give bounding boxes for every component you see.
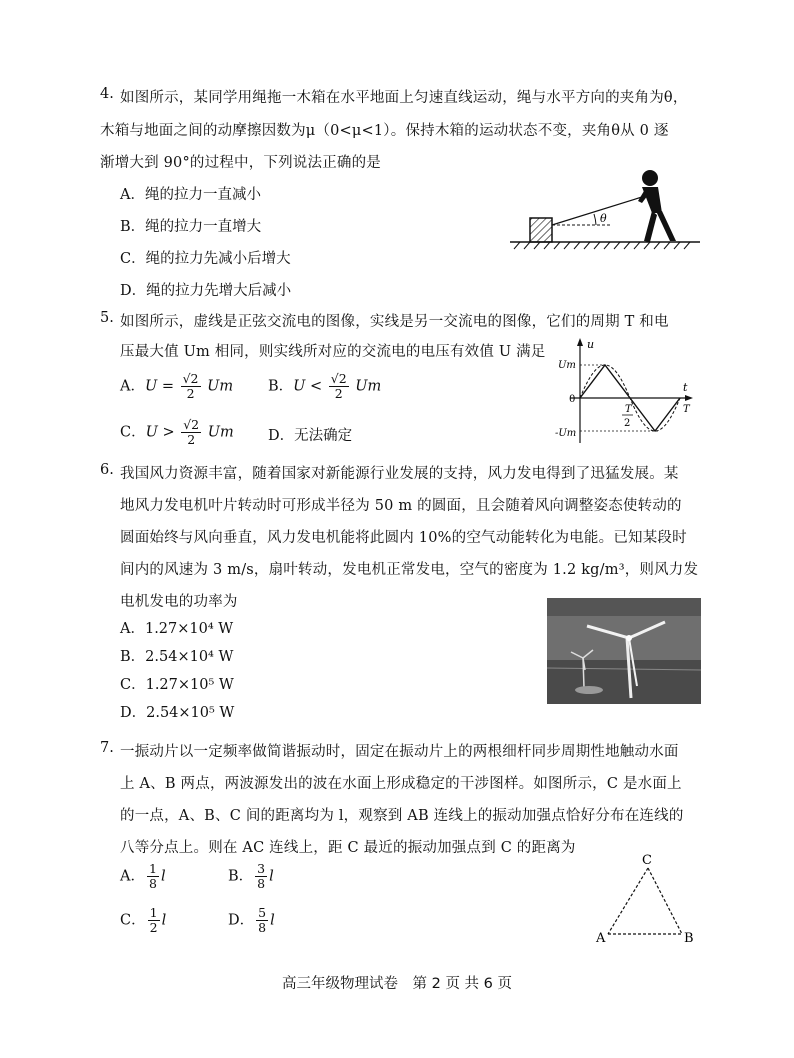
q6-text-line3: 圆面始终与风向垂直，风力发电机能将此圆内 10%的空气动能转化为电能。已知某段时 bbox=[120, 530, 687, 546]
q7-text-line2: 上 A、B 两点，两波源发出的波在水面上形成稳定的干涉图样。如图所示，C 是水面上 bbox=[120, 776, 682, 792]
q4-option-a: A．绳的拉力一直减小 bbox=[120, 187, 261, 203]
q7-option-b: B． $\frac{3}{8}$ l bbox=[228, 861, 274, 891]
wind-turbine-icon bbox=[547, 598, 701, 704]
q7-option-c: C． $\frac{1}{2}$ l bbox=[120, 905, 167, 935]
q5-text-line1: 如图所示，虚线是正弦交流电的图像，实线是另一交流电的图像，它们的周期 T 和电 bbox=[120, 314, 669, 330]
q6-option-d: D．2.54×10⁵ W bbox=[120, 705, 235, 721]
q7-text-line3: 的一点，A、B、C 间的距离均为 l，观察到 AB 连线上的振动加强点恰好分布在连线的 bbox=[120, 808, 684, 824]
q7-number: 7. bbox=[100, 740, 114, 756]
wooden-box bbox=[530, 218, 552, 242]
q4-option-b: B．绳的拉力一直增大 bbox=[120, 219, 262, 235]
q5-number: 5. bbox=[100, 310, 114, 326]
q4-option-d: D．绳的拉力先增大后减小 bbox=[120, 283, 292, 299]
q6-text-line2: 地风力发电机叶片转动时可形成半径为 50 m 的圆面，且会随着风向调整姿态使转动的 bbox=[120, 498, 682, 514]
q6-text-line5: 电机发电的功率为 bbox=[120, 594, 238, 610]
t-axis-label: t bbox=[683, 381, 688, 394]
q7-triangle-figure bbox=[592, 850, 702, 946]
wind-turbine-photo bbox=[547, 598, 701, 704]
point-a-label: A bbox=[596, 931, 606, 946]
q4-text-line2: 木箱与地面之间的动摩擦因数为μ（0<μ<1）。保持木箱的运动状态不变，夹角θ从 0 逐 bbox=[100, 123, 669, 139]
period-label: T bbox=[683, 404, 690, 415]
q7-option-d: D． $\frac{5}{8}$ l bbox=[228, 905, 275, 935]
q6-text-line1: 我国风力资源丰富，随着国家对新能源行业发展的支持，风力发电得到了迅猛发展。某 bbox=[120, 466, 679, 482]
q4-text-line3: 渐增大到 90°的过程中，下列说法正确的是 bbox=[100, 155, 382, 171]
point-b-label: B bbox=[684, 931, 694, 946]
q6-text-line4: 间内的风速为 3 m/s，扇叶转动，发电机正常发电，空气的密度为 1.2 kg/m³，则风力发 bbox=[120, 562, 699, 578]
q5-option-d: D．无法确定 bbox=[268, 428, 353, 444]
t-half-den: 2 bbox=[624, 418, 631, 429]
q5-waveform-graph bbox=[555, 338, 695, 448]
person-icon bbox=[638, 170, 676, 242]
q6-number: 6. bbox=[100, 462, 114, 478]
point-c-label: C bbox=[642, 853, 652, 868]
u-axis-label: u bbox=[587, 338, 595, 351]
q7-text-line4: 八等分点上。则在 AC 连线上，距 C 最近的振动加强点到 C 的距离为 bbox=[120, 840, 576, 856]
q4-text-line1: 如图所示，某同学用绳拖一木箱在水平地面上匀速直线运动，绳与水平方向的夹角为θ， bbox=[120, 90, 688, 106]
origin-label: 0 bbox=[569, 394, 576, 405]
q7-text-line1: 一振动片以一定频率做简谐振动时，固定在振动片上的两根细杆同步周期性地触动水面 bbox=[120, 744, 679, 760]
q6-option-c: C．1.27×10⁵ W bbox=[120, 677, 234, 693]
q5-option-a: A．U = $\frac{√2}{2}$ Um bbox=[120, 371, 234, 401]
q7-option-a: A． $\frac{1}{8}$ l bbox=[120, 861, 166, 891]
um-label: Um bbox=[558, 360, 576, 371]
rope bbox=[552, 197, 642, 225]
page-footer: 高三年级物理试卷 第 2 页 共 6 页 bbox=[282, 976, 512, 992]
neg-um-label: -Um bbox=[555, 428, 577, 439]
q6-option-a: A．1.27×10⁴ W bbox=[120, 621, 234, 637]
q4-number: 4. bbox=[100, 86, 114, 102]
q5-option-c: C．U > $\frac{√2}{2}$ Um bbox=[120, 417, 234, 447]
q5-option-b: B．U < $\frac{√2}{2}$ Um bbox=[268, 371, 382, 401]
t-half-num: T bbox=[625, 404, 632, 415]
q6-option-b: B．2.54×10⁴ W bbox=[120, 649, 234, 665]
q4-option-c: C．绳的拉力先减小后增大 bbox=[120, 251, 291, 267]
q5-text-line2: 压最大值 Um 相同，则实线所对应的交流电的电压有效值 U 满足 bbox=[120, 344, 546, 360]
theta-label: θ bbox=[600, 212, 607, 225]
q4-figure bbox=[500, 165, 720, 255]
